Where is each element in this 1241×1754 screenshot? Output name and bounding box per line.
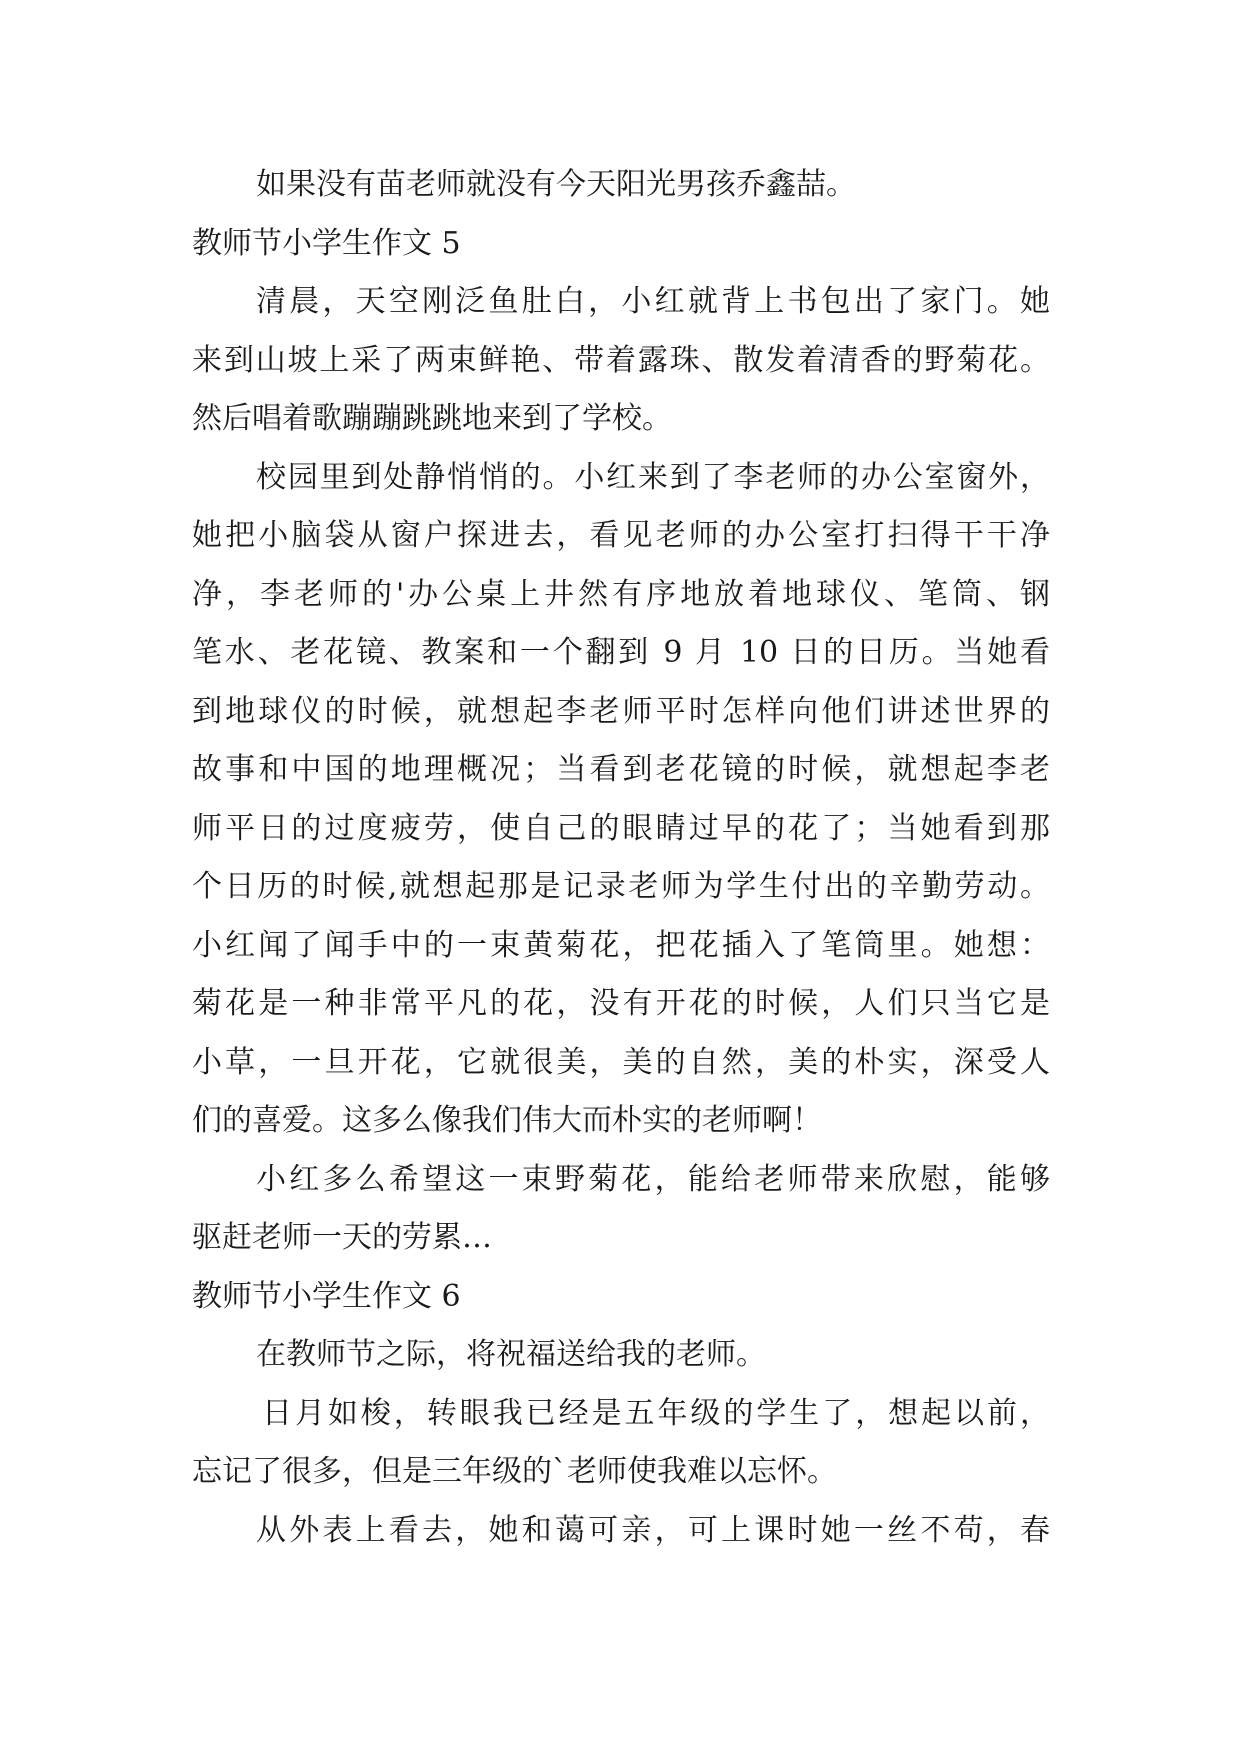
paragraph-line: 如果没有苗老师就没有今天阳光男孩乔鑫喆。 bbox=[256, 167, 856, 202]
paragraph-line: 故事和中国的地理概况；当看到老花镜的时候，就想起李老 bbox=[192, 752, 1050, 787]
paragraph-line: 驱赶老师一天的劳累… bbox=[192, 1220, 492, 1255]
paragraph-line: 笔水、老花镜、教案和一个翻到 9 月 10 日的日历。当她看 bbox=[192, 635, 1050, 670]
paragraph-line: 小红闻了闻手中的一束黄菊花，把花插入了笔筒里。她想： bbox=[192, 927, 1050, 963]
document-body bbox=[192, 156, 1050, 1560]
paragraph-line: 在教师节之际，将祝福送给我的老师。 bbox=[256, 1337, 766, 1372]
paragraph-line: 们的喜爱。这多么像我们伟大而朴实的老师啊！ bbox=[192, 1103, 822, 1138]
paragraph-line: 菊花是一种非常平凡的花，没有开花的时候，人们只当它是 bbox=[192, 986, 1050, 1021]
paragraph-line: 日月如梭，转眼我已经是五年级的学生了，想起以前， bbox=[262, 1395, 1050, 1431]
paragraph-line: 她把小脑袋从窗户探进去，看见老师的办公室打扫得干干净 bbox=[192, 518, 1050, 553]
paragraph-line: 小草，一旦开花，它就很美，美的自然，美的朴实，深受人 bbox=[192, 1044, 1050, 1080]
paragraph-line: 忘记了很多，但是三年级的`老师使我难以忘怀。 bbox=[192, 1454, 837, 1489]
paragraph-line: 净，李老师的'办公桌上井然有序地放着地球仪、笔筒、钢 bbox=[192, 576, 1050, 612]
paragraph-line: 清晨，天空刚泛鱼肚白，小红就背上书包出了家门。她 bbox=[256, 284, 1050, 319]
paragraph-line: 师平日的过度疲劳，使自己的眼睛过早的花了；当她看到那 bbox=[192, 810, 1050, 846]
section-heading: 教师节小学生作文 6 bbox=[192, 1278, 461, 1314]
paragraph-line: 校园里到处静悄悄的。小红来到了李老师的办公室窗外， bbox=[256, 459, 1050, 495]
paragraph-line: 从外表上看去，她和蔼可亲，可上课时她一丝不苟，春 bbox=[256, 1512, 1050, 1548]
paragraph-line: 个日历的时候,就想起那是记录老师为学生付出的辛勤劳动。 bbox=[192, 869, 1050, 904]
paragraph-line: 来到山坡上采了两束鲜艳、带着露珠、散发着清香的野菊花。 bbox=[192, 342, 1050, 378]
paragraph-line: 小红多么希望这一束野菊花，能给老师带来欣慰，能够 bbox=[256, 1161, 1050, 1197]
section-heading: 教师节小学生作文 5 bbox=[192, 225, 461, 261]
paragraph-line: 到地球仪的时候，就想起李老师平时怎样向他们讲述世界的 bbox=[192, 693, 1050, 729]
paragraph-line: 然后唱着歌蹦蹦跳跳地来到了学校。 bbox=[192, 401, 672, 436]
